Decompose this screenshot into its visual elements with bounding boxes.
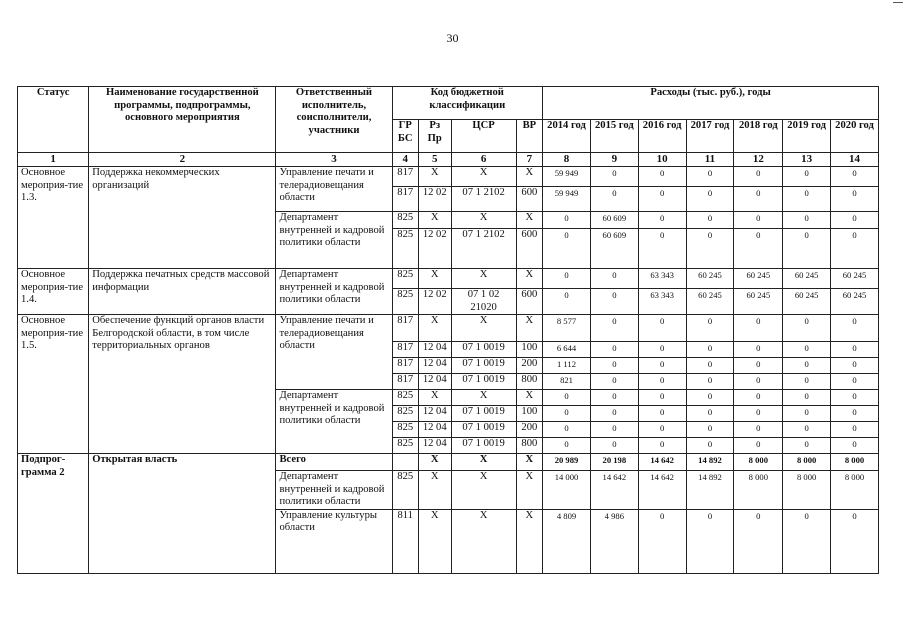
executor-cell: Департамент внутренней и кадровой политики области: [276, 269, 392, 315]
csr-cell: 07 1 2102: [451, 187, 516, 212]
expense-cell: 0: [734, 406, 783, 422]
column-number: 9: [590, 153, 638, 167]
header-year: 2015 год: [590, 120, 638, 153]
expense-cell: 0: [590, 342, 638, 358]
rzpr-cell: Х: [418, 212, 451, 229]
expense-cell: 20 198: [590, 454, 638, 471]
expense-cell: 0: [783, 315, 831, 342]
header-year: 2014 год: [543, 120, 591, 153]
expense-cell: 0: [783, 509, 831, 573]
grbs-cell: 825: [392, 422, 418, 438]
grbs-cell: 825: [392, 438, 418, 454]
rzpr-cell: 12 02: [418, 187, 451, 212]
header-rzpr: Рз Пр: [418, 120, 451, 153]
expense-cell: 14 642: [638, 454, 686, 471]
expense-cell: 8 000: [831, 454, 879, 471]
column-number: 2: [89, 153, 276, 167]
grbs-cell: 817: [392, 167, 418, 187]
expense-cell: 0: [831, 358, 879, 374]
expense-cell: 0: [734, 187, 783, 212]
program-name-cell: Поддержка печатных средств массовой информации: [89, 269, 276, 315]
expense-cell: 0: [783, 438, 831, 454]
grbs-cell: [392, 454, 418, 471]
executor-cell: Всего: [276, 454, 392, 471]
expense-cell: 0: [686, 229, 734, 269]
expense-cell: 0: [734, 422, 783, 438]
expense-cell: 0: [590, 269, 638, 289]
vr-cell: 600: [516, 289, 542, 315]
column-numbers-row: [18, 153, 879, 167]
expense-cell: 60 245: [686, 269, 734, 289]
expense-cell: 0: [734, 315, 783, 342]
vr-cell: Х: [516, 390, 542, 406]
rzpr-cell: 12 02: [418, 289, 451, 315]
csr-cell: 07 1 0019: [451, 374, 516, 390]
csr-cell: 07 1 0019: [451, 342, 516, 358]
rzpr-cell: 12 04: [418, 438, 451, 454]
expense-cell: 0: [686, 358, 734, 374]
rzpr-cell: Х: [418, 454, 451, 471]
expense-cell: 0: [734, 167, 783, 187]
csr-cell: 07 1 0019: [451, 422, 516, 438]
expense-cell: 0: [638, 509, 686, 573]
grbs-cell: 825: [392, 212, 418, 229]
expense-cell: 60 245: [734, 289, 783, 315]
expense-cell: 60 609: [590, 212, 638, 229]
expense-cell: 0: [686, 187, 734, 212]
rzpr-cell: Х: [418, 167, 451, 187]
expense-cell: 0: [831, 374, 879, 390]
vr-cell: 100: [516, 342, 542, 358]
grbs-cell: 817: [392, 315, 418, 342]
header-vr: ВР: [516, 120, 542, 153]
expense-cell: 0: [734, 390, 783, 406]
rzpr-cell: 12 04: [418, 374, 451, 390]
expense-cell: 0: [831, 342, 879, 358]
csr-cell: Х: [451, 167, 516, 187]
column-number: 7: [516, 153, 542, 167]
header-expenses: Расходы (тыс. руб.), годы: [543, 87, 879, 120]
vr-cell: Х: [516, 471, 542, 510]
expense-cell: 0: [638, 187, 686, 212]
table-body: [18, 167, 879, 574]
table-row: [18, 167, 879, 187]
expense-cell: 0: [783, 422, 831, 438]
rzpr-cell: 12 04: [418, 358, 451, 374]
expense-cell: 60 245: [783, 289, 831, 315]
expense-cell: 0: [734, 229, 783, 269]
expense-cell: 0: [543, 269, 591, 289]
grbs-cell: 811: [392, 509, 418, 573]
expense-cell: 0: [734, 358, 783, 374]
expense-cell: 0: [783, 406, 831, 422]
expense-cell: 4 986: [590, 509, 638, 573]
grbs-cell: 825: [392, 289, 418, 315]
column-number: 1: [18, 153, 89, 167]
expense-cell: 0: [543, 229, 591, 269]
column-number: 12: [734, 153, 783, 167]
table-row: [18, 454, 879, 471]
column-number: 3: [276, 153, 392, 167]
expense-cell: 0: [831, 167, 879, 187]
expense-cell: 59 949: [543, 167, 591, 187]
corner-mark: [893, 2, 903, 3]
expense-cell: 0: [590, 167, 638, 187]
rzpr-cell: Х: [418, 471, 451, 510]
expense-cell: 0: [686, 342, 734, 358]
expense-cell: 0: [638, 212, 686, 229]
executor-cell: Департамент внутренней и кадровой политики области: [276, 471, 392, 510]
grbs-cell: 825: [392, 471, 418, 510]
expense-cell: 0: [734, 212, 783, 229]
header-year: 2019 год: [783, 120, 831, 153]
header-status: Статус: [18, 87, 89, 153]
expense-cell: 0: [831, 212, 879, 229]
csr-cell: Х: [451, 509, 516, 573]
grbs-cell: 825: [392, 269, 418, 289]
expense-cell: 14 892: [686, 471, 734, 510]
status-cell: Основное мероприя-тие 1.3.: [18, 167, 89, 269]
rzpr-cell: Х: [418, 315, 451, 342]
rzpr-cell: 12 02: [418, 229, 451, 269]
program-name-cell: Открытая власть: [89, 454, 276, 574]
csr-cell: Х: [451, 390, 516, 406]
expense-cell: 0: [686, 315, 734, 342]
expense-cell: 63 343: [638, 269, 686, 289]
executor-cell: Департамент внутренней и кадровой политики области: [276, 212, 392, 269]
expense-cell: 60 245: [783, 269, 831, 289]
expense-cell: 0: [783, 212, 831, 229]
csr-cell: 07 1 2102: [451, 229, 516, 269]
expense-cell: 0: [686, 509, 734, 573]
expense-cell: 0: [590, 315, 638, 342]
expense-cell: 0: [543, 422, 591, 438]
rzpr-cell: 12 04: [418, 406, 451, 422]
expense-cell: 0: [590, 422, 638, 438]
column-number: 6: [451, 153, 516, 167]
grbs-cell: 825: [392, 406, 418, 422]
vr-cell: 800: [516, 374, 542, 390]
expense-cell: 0: [638, 390, 686, 406]
expense-cell: 0: [783, 358, 831, 374]
expense-cell: 0: [638, 229, 686, 269]
expense-cell: 0: [686, 374, 734, 390]
vr-cell: Х: [516, 269, 542, 289]
executor-cell: Управление печати и телерадиовещания области: [276, 315, 392, 390]
expense-cell: 0: [831, 438, 879, 454]
vr-cell: Х: [516, 454, 542, 471]
expense-cell: 821: [543, 374, 591, 390]
grbs-cell: 817: [392, 187, 418, 212]
expense-cell: 0: [686, 438, 734, 454]
expense-cell: 0: [783, 374, 831, 390]
expense-cell: 0: [543, 289, 591, 315]
expense-cell: 0: [783, 342, 831, 358]
expense-cell: 1 112: [543, 358, 591, 374]
expense-cell: 0: [638, 358, 686, 374]
vr-cell: Х: [516, 315, 542, 342]
expense-cell: 0: [638, 438, 686, 454]
expense-cell: 0: [686, 167, 734, 187]
vr-cell: 600: [516, 229, 542, 269]
expense-cell: 59 949: [543, 187, 591, 212]
header-year: 2016 год: [638, 120, 686, 153]
header-executor: Ответственный исполнитель, соисполнители, участники: [276, 87, 392, 153]
expense-cell: 0: [734, 509, 783, 573]
vr-cell: Х: [516, 509, 542, 573]
expense-cell: 8 000: [783, 454, 831, 471]
expense-cell: 4 809: [543, 509, 591, 573]
expense-cell: 0: [590, 438, 638, 454]
expense-cell: 0: [590, 187, 638, 212]
expense-cell: 0: [638, 374, 686, 390]
expense-cell: 0: [831, 422, 879, 438]
vr-cell: 200: [516, 358, 542, 374]
expense-cell: 0: [543, 390, 591, 406]
expense-cell: 60 245: [686, 289, 734, 315]
rzpr-cell: Х: [418, 509, 451, 573]
expense-cell: 0: [590, 374, 638, 390]
expense-cell: 0: [638, 167, 686, 187]
expense-cell: 8 000: [734, 454, 783, 471]
rzpr-cell: Х: [418, 269, 451, 289]
grbs-cell: 817: [392, 342, 418, 358]
expense-cell: 0: [638, 342, 686, 358]
expense-cell: 20 989: [543, 454, 591, 471]
rzpr-cell: 12 04: [418, 342, 451, 358]
expense-cell: 0: [831, 509, 879, 573]
rzpr-cell: Х: [418, 390, 451, 406]
page-number: 30: [446, 31, 459, 45]
header-grbs: ГР БС: [392, 120, 418, 153]
expense-cell: 60 245: [831, 289, 879, 315]
header-year: 2018 год: [734, 120, 783, 153]
expense-cell: 0: [590, 289, 638, 315]
column-number: 13: [783, 153, 831, 167]
expense-cell: 0: [831, 390, 879, 406]
column-number: 11: [686, 153, 734, 167]
expense-cell: 0: [734, 438, 783, 454]
column-number: 10: [638, 153, 686, 167]
expense-cell: 0: [831, 315, 879, 342]
column-number: 5: [418, 153, 451, 167]
header-year: 2020 год: [831, 120, 879, 153]
expense-cell: 0: [543, 438, 591, 454]
expense-cell: 0: [590, 406, 638, 422]
expense-cell: 0: [638, 422, 686, 438]
expense-cell: 14 000: [543, 471, 591, 510]
expense-cell: 0: [831, 229, 879, 269]
column-number: 8: [543, 153, 591, 167]
expense-cell: 0: [831, 187, 879, 212]
status-cell: Подпрог-грамма 2: [18, 454, 89, 574]
column-number: 14: [831, 153, 879, 167]
csr-cell: Х: [451, 269, 516, 289]
csr-cell: 07 1 0019: [451, 358, 516, 374]
header-budget-code: Код бюджетной классификации: [392, 87, 543, 120]
grbs-cell: 817: [392, 374, 418, 390]
expense-cell: 14 642: [590, 471, 638, 510]
expense-cell: 0: [783, 390, 831, 406]
executor-cell: Департамент внутренней и кадровой политики области: [276, 390, 392, 454]
expense-cell: 8 000: [831, 471, 879, 510]
csr-cell: 07 1 0019: [451, 438, 516, 454]
csr-cell: 07 1 02 21020: [451, 289, 516, 315]
expense-cell: 60 245: [734, 269, 783, 289]
header-csr: ЦСР: [451, 120, 516, 153]
vr-cell: 600: [516, 187, 542, 212]
expense-cell: 0: [543, 212, 591, 229]
expense-cell: 0: [590, 358, 638, 374]
executor-cell: Управление печати и телерадиовещания области: [276, 167, 392, 212]
status-cell: Основное мероприя-тие 1.4.: [18, 269, 89, 315]
header-name: Наименование государственной программы, подпрограммы, основного мероприятия: [89, 87, 276, 153]
expense-cell: 8 000: [783, 471, 831, 510]
budget-table: [17, 86, 879, 574]
expense-cell: 0: [638, 315, 686, 342]
executor-cell: Управление культуры области: [276, 509, 392, 573]
expense-cell: 14 892: [686, 454, 734, 471]
expense-cell: 0: [783, 187, 831, 212]
csr-cell: Х: [451, 212, 516, 229]
expense-cell: 8 000: [734, 471, 783, 510]
grbs-cell: 825: [392, 229, 418, 269]
expense-cell: 0: [543, 406, 591, 422]
grbs-cell: 817: [392, 358, 418, 374]
expense-cell: 0: [783, 229, 831, 269]
expense-cell: 0: [734, 342, 783, 358]
expense-cell: 0: [638, 406, 686, 422]
expense-cell: 0: [686, 212, 734, 229]
vr-cell: 800: [516, 438, 542, 454]
csr-cell: Х: [451, 454, 516, 471]
header-year: 2017 год: [686, 120, 734, 153]
expense-cell: 0: [686, 406, 734, 422]
expense-cell: 0: [590, 390, 638, 406]
expense-cell: 0: [831, 406, 879, 422]
csr-cell: 07 1 0019: [451, 406, 516, 422]
expense-cell: 63 343: [638, 289, 686, 315]
expense-cell: 14 642: [638, 471, 686, 510]
table-row: [18, 315, 879, 342]
vr-cell: Х: [516, 167, 542, 187]
expense-cell: 6 644: [543, 342, 591, 358]
expense-cell: 0: [734, 374, 783, 390]
csr-cell: Х: [451, 315, 516, 342]
csr-cell: Х: [451, 471, 516, 510]
expense-cell: 60 609: [590, 229, 638, 269]
expense-cell: 8 577: [543, 315, 591, 342]
program-name-cell: Обеспечение функций органов власти Белгородской области, в том числе территориальных органов: [89, 315, 276, 454]
column-number: 4: [392, 153, 418, 167]
vr-cell: 200: [516, 422, 542, 438]
status-cell: Основное мероприя-тие 1.5.: [18, 315, 89, 454]
expense-cell: 0: [686, 422, 734, 438]
expense-cell: 60 245: [831, 269, 879, 289]
expense-cell: 0: [783, 167, 831, 187]
grbs-cell: 825: [392, 390, 418, 406]
vr-cell: Х: [516, 212, 542, 229]
table-row: [18, 269, 879, 289]
expense-cell: 0: [686, 390, 734, 406]
rzpr-cell: 12 04: [418, 422, 451, 438]
vr-cell: 100: [516, 406, 542, 422]
program-name-cell: Поддержка некоммерческих организаций: [89, 167, 276, 269]
